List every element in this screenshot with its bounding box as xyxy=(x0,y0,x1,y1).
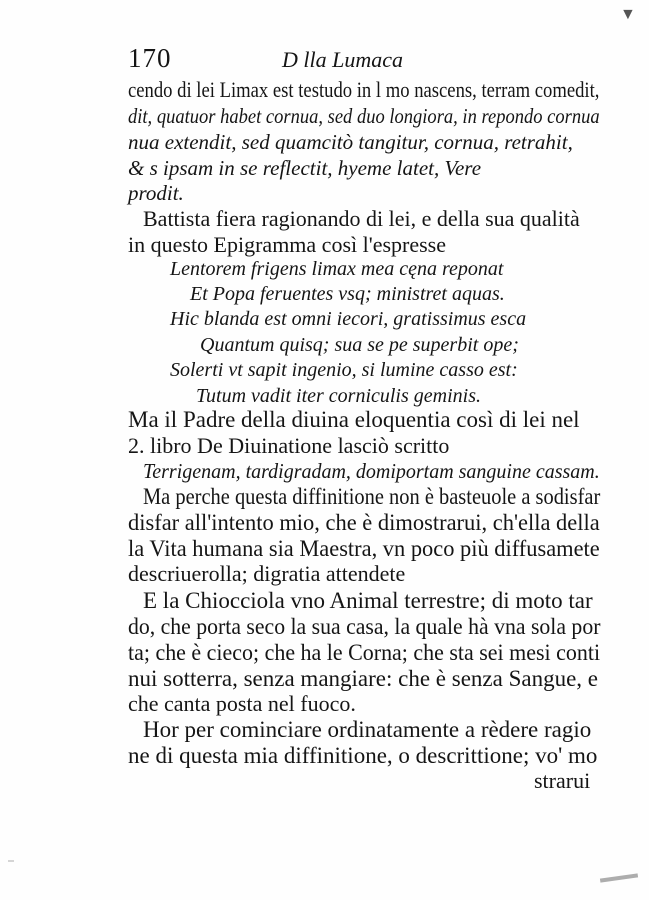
poem-line: Lentorem frigens limax mea cęna reponat xyxy=(170,258,504,280)
poem-line: Et Popa feruentes vsq; ministret aquas. xyxy=(190,283,505,305)
poem-line: Solerti vt sapit ingenio, si lumine casso est: xyxy=(170,359,518,381)
text-line: do, che porta seco la sua casa, la quale hà vna sola por xyxy=(128,614,601,639)
text-line: prodit. xyxy=(128,181,184,205)
text-line: Ma il Padre della diuina eloquentia così di lei nel xyxy=(128,407,580,432)
page-number: 170 xyxy=(128,43,172,73)
text-line: ne di questa mia diffinitione, o descrittione; vo' mo xyxy=(128,743,598,768)
text-line: dit, quatuor habet cornua, sed duo longiora, in repondo cornua xyxy=(128,104,600,128)
text-line: 2. libro De Diuinatione lasciò scritto xyxy=(128,433,450,458)
text-line: Ma perche questa diffinitione non è basteuole a sodisfar xyxy=(143,484,601,509)
poem-line: Quantum quisq; sua se pe superbit ope; xyxy=(200,334,519,356)
text-line: & s ipsam in se reflectit, hyeme latet, Vere xyxy=(128,156,482,180)
poem-line: Tutum vadit iter corniculis geminis. xyxy=(196,385,481,407)
corner-mark-icon: ▼ xyxy=(620,6,636,23)
text-line: la Vita humana sia Maestra, vn poco più diffusamete xyxy=(128,536,600,561)
text-line: ta; che è cieco; che ha le Corna; che sta sei mesi conti xyxy=(128,640,601,665)
running-title: D lla Lumaca xyxy=(282,47,403,72)
text-line: nui sotterra, senza mangiare: che è senza Sangue, e xyxy=(128,666,599,691)
text-line: Hor per cominciare ordinatamente a rèdere ragio xyxy=(143,717,592,742)
text-line: Battista fiera ragionando di lei, e della sua qualità xyxy=(143,206,580,231)
text-line: che canta posta nel fuoco. xyxy=(128,691,356,716)
text-line: E la Chiocciola vno Animal terrestre; di moto tar xyxy=(143,588,593,613)
text-line: Terrigenam, tardigradam, domiportam sanguine cassam. xyxy=(143,459,600,483)
text-line: descriuerolla; digratia attendete xyxy=(128,561,406,586)
catchword: strarui xyxy=(534,768,591,793)
text-line: cendo di lei Limax est testudo in l mo nascens, terram comedit, xyxy=(128,77,600,102)
poem-line: Hic blanda est omni iecori, gratissimus esca xyxy=(170,308,527,330)
text-line: disfar all'intento mio, che è dimostrarui, ch'ella della xyxy=(128,510,600,535)
ink-smudge xyxy=(600,873,638,882)
ink-speck xyxy=(8,860,14,862)
text-line: nua extendit, sed quamcitò tangitur, cornua, retrahit, xyxy=(128,130,573,154)
text-line: in questo Epigramma così l'espresse xyxy=(128,232,447,257)
